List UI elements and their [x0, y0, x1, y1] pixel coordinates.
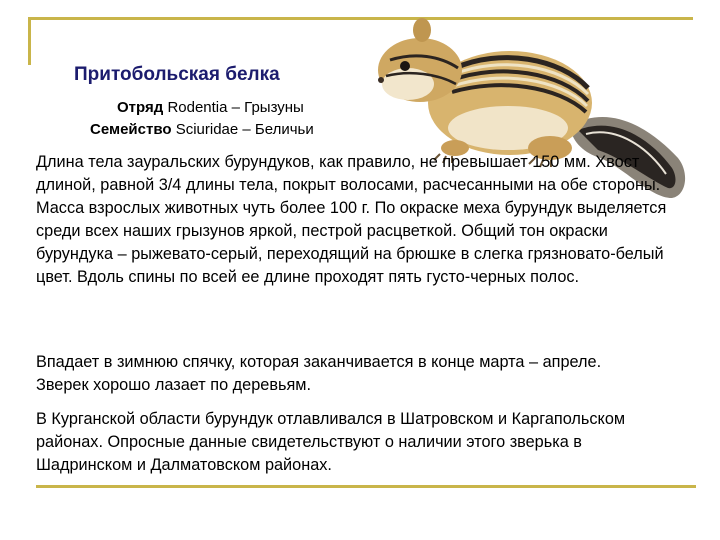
slide-title: Притобольская белка — [74, 64, 280, 85]
paragraph-distribution: В Курганской области бурундук отлавливался в Шатровском и Каргапольском районах. Опросные данные свидетельствуют о наличии этого зверька в Шадринском и Далматовском районах. — [36, 410, 626, 474]
family-label: Семейство — [90, 121, 172, 138]
taxonomy-family — [90, 121, 314, 138]
taxonomy-order — [117, 99, 304, 116]
frame-bottom-line — [36, 485, 696, 488]
order-label: Отряд — [117, 99, 164, 116]
frame-left-line — [28, 17, 31, 65]
order-value: Rodentia – Грызуны — [167, 99, 304, 116]
family-value: Sciuridae – Беличьи — [175, 121, 314, 138]
paragraph-hibernation: Впадает в зимнюю спячку, которая заканчивается в конце марта – апреле. Зверек хорошо лазает по деревьям. — [36, 353, 602, 394]
paragraph-description: Длина тела зауральских бурундуков, как правило, не превышает 150 мм. Хвост длиной, равной 3/4 длины тела, покрыт волосами, расчесанными на обе стороны. Масса взрослых животных чуть более 100 г. По окраске меха бурундук выделяется среди всех наших грызунов яркой, пестрой расцветкой. Общий тон окраски бурундука – рыжевато-серый, переходящий на брюшке в слегка грязновато-белый цвет. Вдоль спины по всей ее длине проходят пять густо-черных полос. — [36, 153, 667, 286]
